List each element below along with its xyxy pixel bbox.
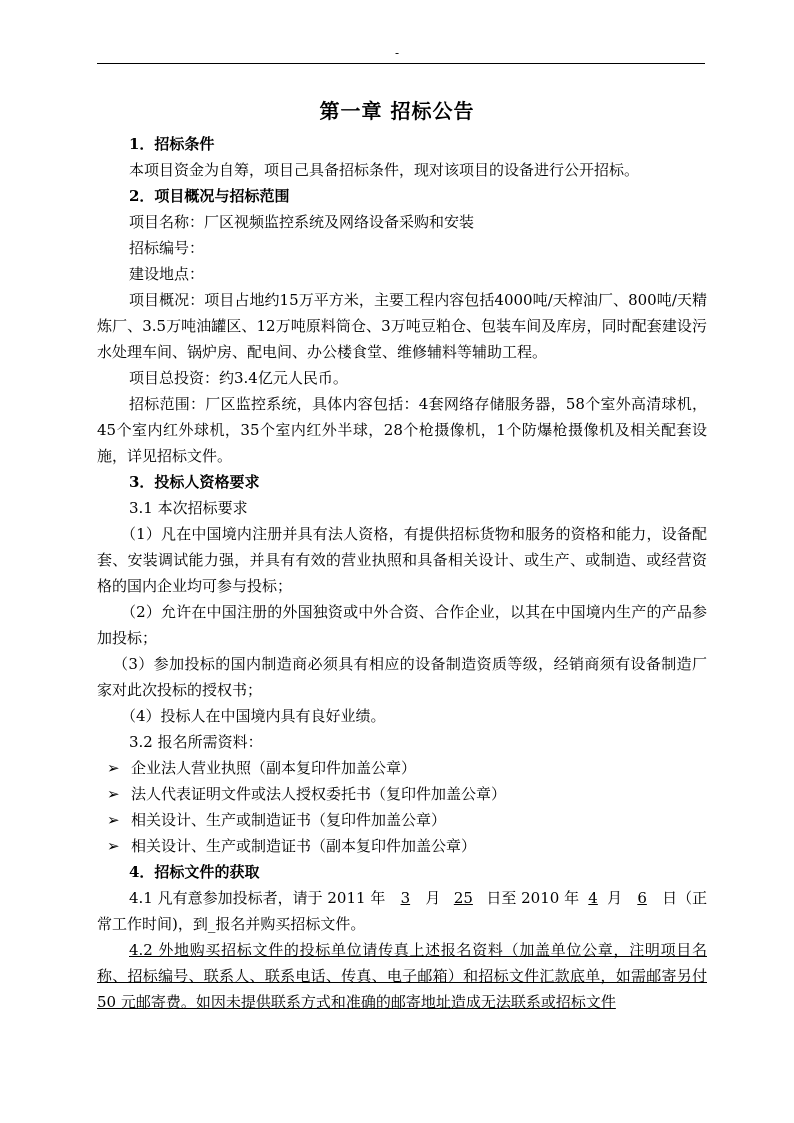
requirement-4: （4）投标人在中国境内具有良好业绩。 (121, 707, 386, 725)
purchase-period-line-2: 常工作时间)，到_报名并购买招标文件。 (97, 915, 366, 933)
tender-scope: 招标范围：厂区监控系统，具体内容包括：4套网络存储服务器，58个室外高清球机，45个室内红外球机，35个室内红外半球，28个枪摄像机，1个防爆枪摄像机及相关配套设施，详见招标文件。 (97, 395, 707, 465)
header-mark: - (394, 46, 400, 60)
subsection-3-2: 3.2 报名所需资料： (129, 733, 263, 751)
chapter-title: 第一章 招标公告 (319, 99, 475, 123)
section-3-heading: 3．投标人资格要求 (129, 473, 260, 491)
arrow-bullet-icon: ➢ (107, 811, 120, 829)
requirement-2: （2）允许在中国注册的外国独资或中外合资、合作企业，以其在中国境内生产的产品参加投标； (97, 603, 707, 647)
requirement-3: （3）参加投标的国内制造商必须具有相应的设备制造资质等级，经销商须有设备制造厂家对此次投标的授权书； (97, 655, 707, 699)
start-month: 3 (400, 889, 411, 907)
section-4-heading: 4．招标文件的获取 (129, 863, 260, 881)
document-body (97, 131, 707, 1015)
section-1-text: 本项目资金为自筹，项目己具备招标条件，现对该项目的设备进行公开招标。 (129, 161, 640, 179)
section-1-heading: 1．招标条件 (129, 135, 215, 153)
list-item: ➢ 相关设计、生产或制造证书（复印件加盖公章） (97, 807, 707, 833)
arrow-bullet-icon: ➢ (107, 837, 120, 855)
subsection-3-1: 3.1 本次招标要求 (129, 499, 248, 517)
start-day: 25 (453, 889, 473, 907)
list-item: ➢ 法人代表证明文件或法人授权委托书（复印件加盖公章） (97, 781, 707, 807)
remote-purchase-note: 4.2 外地购买招标文件的投标单位请传真上述报名资料（加盖单位公章，注明项目名称、招标编号、联系人、联系电话、传真、电子邮箱）和招标文件汇款底单，如需邮寄另付 50 元邮寄费。如因未提供联系方式和准确的邮寄地址造成无法联系或招标文件 (97, 941, 707, 1011)
arrow-bullet-icon: ➢ (107, 785, 120, 803)
arrow-bullet-icon: ➢ (107, 759, 120, 777)
end-month: 4 (588, 889, 598, 907)
purchase-period-line: 4.1 凡有意参加投标者，请于 2011 年 3 月 25 日至 2010 年 4 月 6 日（正 (97, 885, 707, 911)
construction-site: 建设地点： (129, 265, 205, 283)
list-item: ➢ 企业法人营业执照（副本复印件加盖公章） (97, 755, 707, 781)
tender-code: 招标编号： (129, 239, 205, 257)
end-day: 6 (637, 889, 647, 907)
list-item: ➢ 相关设计、生产或制造证书（副本复印件加盖公章） (97, 833, 707, 859)
project-name: 项目名称：厂区视频监控系统及网络设备采购和安装 (129, 213, 475, 231)
project-overview: 项目概况：项目占地约15万平方米，主要工程内容包括4000吨/天榨油厂、800吨/天精炼厂、3.5万吨油罐区、12万吨原料筒仓、3万吨豆粕仓、包装车间及库房，同时配套建设污水处理车间、锅炉房、配电间、办公楼食堂、维修辅料等辅助工程。 (97, 291, 707, 361)
section-2-heading: 2．项目概况与招标范围 (129, 187, 290, 205)
total-investment: 项目总投资：约3.4亿元人民币。 (129, 369, 348, 387)
requirement-1: （1）凡在中国境内注册并具有法人资格，有提供招标货物和服务的资格和能力，设备配套、安装调试能力强，并具有有效的营业执照和具备相关设计、或生产、或制造、或经营资格的国内企业均可参与投标； (97, 525, 707, 595)
header-rule (97, 63, 705, 64)
